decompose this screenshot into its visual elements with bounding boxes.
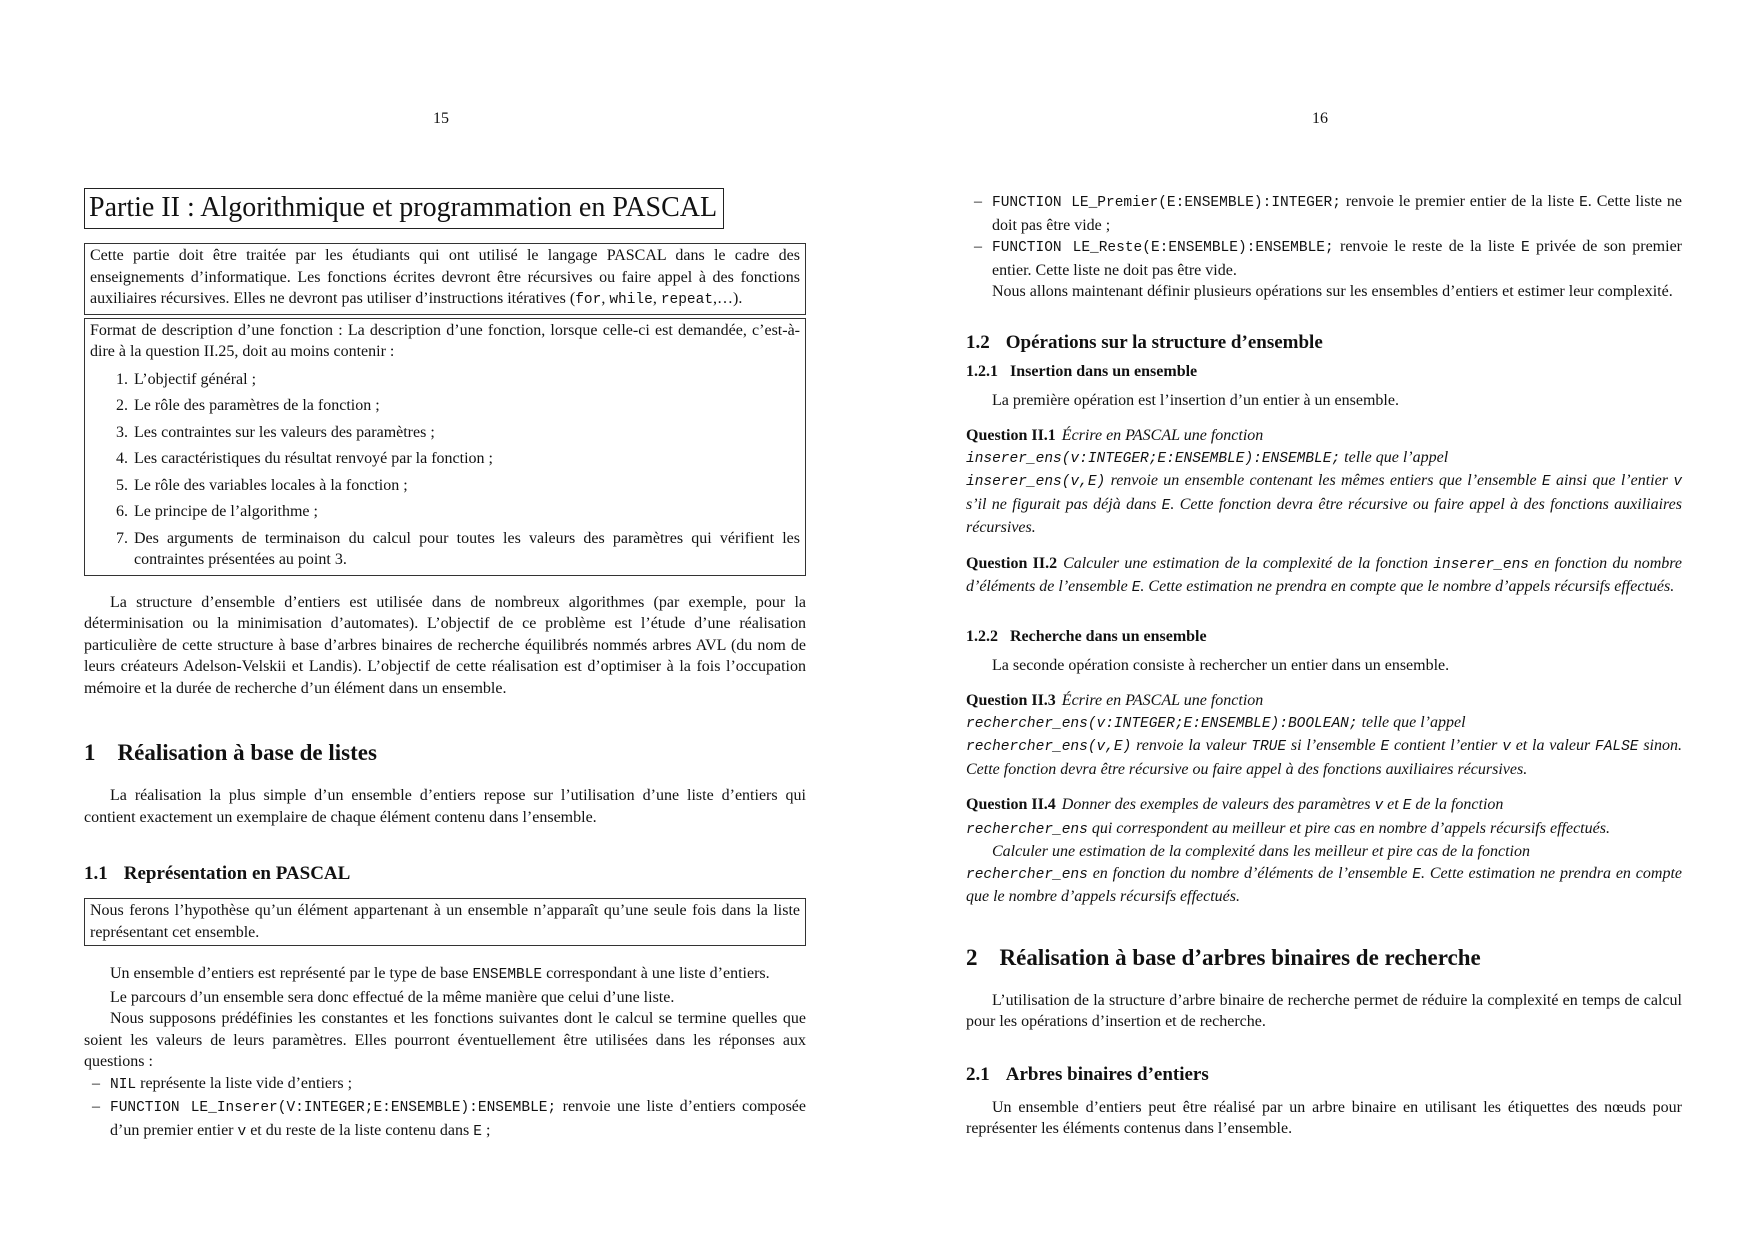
ensemble-type-paragraph: Un ensemble d’entiers est représenté par le type de base ENSEMBLE correspondant à une liste d’entiers. <box>110 965 770 983</box>
criteria-item: 6. Le principe de l’algorithme ; <box>132 501 800 523</box>
hypothesis-text: Nous ferons l’hypothèse qu’un élément appartenant à un ensemble n’apparaît qu’une seule fois dans la liste représentant cet ensemble. <box>90 902 800 941</box>
section-1-2-1-heading: 1.2.1 Insertion dans un ensemble <box>966 362 1198 380</box>
hypothesis-box <box>84 898 806 946</box>
insertion-paragraph: La première opération est l’insertion d’un entier à un ensemble. <box>992 391 1399 409</box>
page-number-left: 15 <box>433 110 449 127</box>
part-title: Partie II : Algorithmique et programmation en PASCAL <box>84 188 724 229</box>
left-page-column <box>84 188 806 1143</box>
section-2-1-heading: 2.1 Arbres binaires d’entiers <box>966 1063 1209 1085</box>
le-inserer-item: – FUNCTION LE_Inserer(V:INTEGER;E:ENSEMBLE):ENSEMBLE; renvoie une liste d’entiers composée d’un premier entier v et du reste de la liste contenu dans E ; <box>84 1096 806 1143</box>
section-2-heading: 2 Réalisation à base d’arbres binaires de recherche <box>966 944 1481 970</box>
le-premier-item: – FUNCTION LE_Premier(E:ENSEMBLE):INTEGER; renvoie le premier entier de la liste E. Cette liste ne doit pas être vide ; <box>966 191 1682 236</box>
parcours-paragraph: Le parcours d’un ensemble sera donc effectué de la même manière que celui d’une liste. <box>110 988 675 1006</box>
intro-box <box>84 243 806 315</box>
section-1-2-heading: 1.2 Opérations sur la structure d’ensemble <box>966 331 1323 353</box>
question-ii-1: Question II.1 Écrire en PASCAL une fonction inserer_ens(v:INTEGER;E:ENSEMBLE):ENSEMBLE; telle que l’appel inserer_ens(v,E) renvoie un ensemble contenant les mêmes entiers que l’ensemble E ainsi que l’entier v s’il ne figurait pas déjà dans E. Cette fonction devra être récursive ou faire appel à des fonctions auxiliaires récursives. <box>966 427 1683 536</box>
section-2-1-paragraph: Un ensemble d’entiers peut être réalisé par un arbre binaire en utilisant les étiquettes des nœuds pour représenter les éléments contenus dans l’ensemble. <box>966 1098 1682 1137</box>
section-2-paragraph: L’utilisation de la structure d’arbre binaire de recherche permet de réduire la complexité en temps de calcul pour les opérations d’insertion et de recherche. <box>966 991 1682 1030</box>
section-1-paragraph: La réalisation la plus simple d’un ensemble d’entiers repose sur l’utilisation d’une liste d’entiers qui contient exactement un exemplaire de chaque élément contenu dans l’ensemble. <box>84 787 806 826</box>
criteria-item: 3. Les contraintes sur les valeurs des paramètres ; <box>132 422 800 444</box>
le-reste-item: – FUNCTION LE_Reste(E:ENSEMBLE):ENSEMBLE; renvoie le reste de la liste E privée de son premier entier. Cette liste ne doit pas être vide. <box>966 236 1682 281</box>
question-ii-2: Question II.2 Calculer une estimation de la complexité de la fonction inserer_ens en fonction du nombre d’éléments de l’ensemble E. Cette estimation ne prendra en compte que le nombre d’appels récursifs effectués. <box>966 554 1683 596</box>
criteria-item: 2. Le rôle des paramètres de la fonction ; <box>132 395 800 417</box>
criteria-item: 7. Des arguments de terminaison du calcul pour toutes les valeurs des paramètres qui vérifient les contraintes présentées au point 3. <box>132 528 800 571</box>
operations-paragraph: Nous allons maintenant définir plusieurs opérations sur les ensembles d’entiers et estimer leur complexité. <box>992 283 1673 300</box>
criteria-item: 5. Le rôle des variables locales à la fonction ; <box>132 475 800 497</box>
predefined-paragraph: Nous supposons prédéfinies les constantes et les fonctions suivantes dont le calcul se termine quelles que soient les valeurs de leurs paramètres. Elles pourront éventuellement être utilisées dans les réponses aux questions : <box>84 1010 806 1070</box>
section-1-1-heading: 1.1 Représentation en PASCAL <box>84 863 351 884</box>
question-ii-4: Question II.4 Donner des exemples de valeurs des paramètres v et E de la fonction rechercher_ens qui correspondent au meilleur et pire cas en nombre d’appels récursifs effectués. <box>966 796 1610 838</box>
question-ii-3: Question II.3 Écrire en PASCAL une fonction rechercher_ens(v:INTEGER;E:ENSEMBLE):BOOLEAN; telle que l’appel rechercher_ens(v,E) renvoie la valeur TRUE si l’ensemble E contient l’entier v et la valeur FALSE sinon. Cette fonction devra être récursive ou faire appel à des fonctions auxiliaires récursives. <box>966 692 1682 778</box>
predefined-functions-list-continued <box>966 191 1682 281</box>
format-intro: Format de description d’une fonction : La description d’une fonction, lorsque celle-ci est demandée, c’est-à-dire à la question II.25, doit au moins contenir : <box>90 321 800 360</box>
question-ii-4-continued: Calculer une estimation de la complexité dans les meilleur et pire cas de la fonction rechercher_ens en fonction du nombre d’éléments de l’ensemble E. Cette estimation ne prendra en compte que le nombre d’appels récursifs effectués. <box>966 843 1682 905</box>
criteria-item: 1. L’objectif général ; <box>132 369 800 391</box>
predefined-functions-list <box>84 1073 806 1144</box>
format-criteria-list <box>90 369 800 571</box>
criteria-item: 4. Les caractéristiques du résultat renvoyé par la fonction ; <box>132 448 800 470</box>
page-number-right: 16 <box>1312 110 1328 127</box>
recherche-paragraph: La seconde opération consiste à rechercher un entier dans un ensemble. <box>992 656 1450 674</box>
format-description-box <box>84 318 806 576</box>
section-1-2-2-heading: 1.2.2 Recherche dans un ensemble <box>966 627 1207 645</box>
right-page-column <box>966 191 1682 1140</box>
section-1-heading: 1 Réalisation à base de listes <box>84 740 377 765</box>
intro-box-text: Cette partie doit être traitée par les étudiants qui ont utilisé le langage PASCAL dans le cadre des enseignements d’informatique. Les fonctions écrites devront être récursives ou faire appel à des fonctions auxiliaires récursives. Elles ne devront pas utiliser d’instructions itératives (for, while, repeat,…). <box>90 247 800 308</box>
nil-item: – NIL représente la liste vide d’entiers ; <box>84 1073 806 1097</box>
intro-paragraph: La structure d’ensemble d’entiers est utilisée dans de nombreux algorithmes (par exemple, pour la déterminisation ou la minimisation d’automates). L’objectif de ce problème est l’étude d’une réalisation particulière de cette structure à base d’arbres binaires de recherche équilibrés nommés arbres AVL (du nom de leurs créateurs Adelson-Velskii et Landis). L’objectif de cette réalisation est d’optimiser à la fois l’occupation mémoire et la durée de recherche d’un élément dans un ensemble. <box>84 593 806 697</box>
